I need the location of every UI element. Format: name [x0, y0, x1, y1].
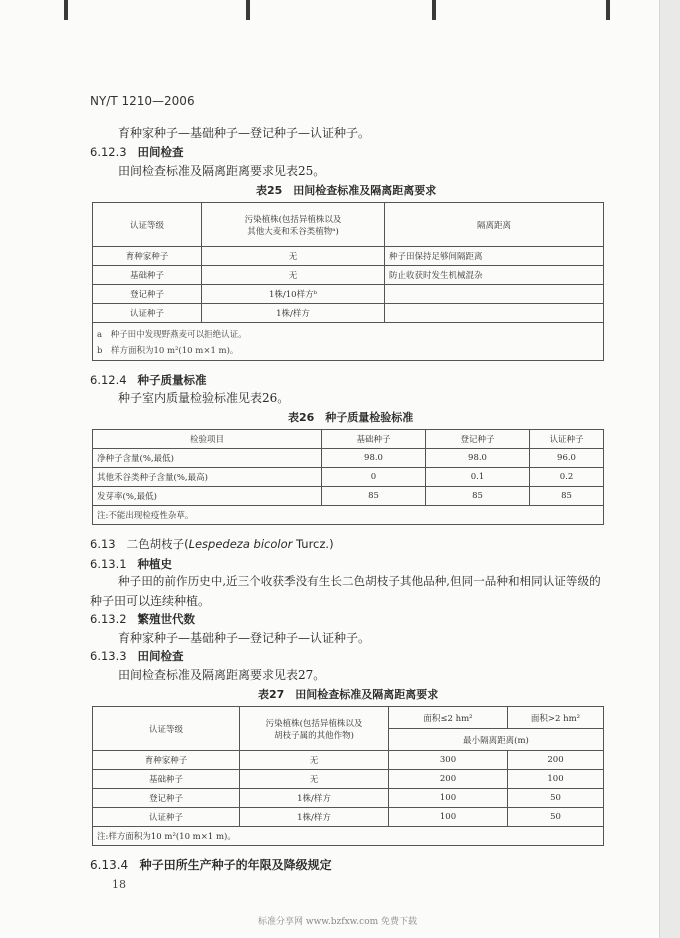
table-row: 登记种子 1株/样方 100 50	[93, 789, 604, 808]
table-row: 登记种子 1株/10样方ᵇ	[93, 285, 604, 304]
table-header: 面积≤2 hm²	[389, 707, 508, 729]
standard-number: NY/T 1210—2006	[90, 94, 195, 108]
section-heading: 6.13.2 繁殖世代数	[90, 612, 196, 626]
binder-mark	[246, 0, 250, 20]
paragraph: 种子田可以连续种植。	[90, 594, 211, 608]
table-header: 认证等级	[93, 203, 202, 247]
table-caption: 表25 田间检查标准及隔离距离要求	[256, 184, 437, 197]
table-caption: 表26 种子质量检验标准	[288, 411, 414, 424]
table-row: 净种子含量(%,最低) 98.0 98.0 96.0	[93, 449, 604, 468]
section-heading: 6.13.3 田间检查	[90, 649, 184, 663]
table-row: 认证种子 1株/样方 100 50	[93, 808, 604, 827]
paragraph: 育种家种子—基础种子—登记种子—认证种子。	[118, 631, 371, 645]
table-header: 认证等级	[93, 707, 240, 751]
binder-mark	[606, 0, 610, 20]
binder-mark	[432, 0, 436, 20]
paragraph: 育种家种子—基础种子—登记种子—认证种子。	[118, 126, 371, 140]
table-header: 污染植株(包括异植株以及 胡枝子属的其他作物)	[240, 707, 389, 751]
table-26	[92, 429, 604, 525]
footnote: b 样方面积为10 m²(10 m×1 m)。	[97, 345, 239, 356]
table-row: 其他禾谷类种子含量(%,最高) 0 0.1 0.2	[93, 468, 604, 487]
section-number: 6.12.3	[90, 145, 127, 159]
table-note-row: 注:不能出现检疫性杂草。	[93, 506, 604, 525]
table-caption: 表27 田间检查标准及隔离距离要求	[258, 688, 439, 701]
paragraph: 田间检查标准及隔离距离要求见表27。	[118, 668, 326, 682]
table-header: 隔离距离	[385, 203, 604, 247]
table-row: 育种家种子 无 种子田保持足够间隔距离	[93, 247, 604, 266]
footnote: a 种子田中发现野燕麦可以拒绝认证。	[97, 329, 247, 340]
page-edge	[659, 0, 680, 938]
table-row: 基础种子 无 200 100	[93, 770, 604, 789]
table-row: 育种家种子 无 300 200	[93, 751, 604, 770]
paragraph: 种子田的前作历史中,近三个收获季没有生长二色胡枝子其他品种,但同一品种和相同认证等级的	[118, 574, 601, 588]
table-27	[92, 706, 604, 846]
paragraph: 田间检查标准及隔离距离要求见表25。	[118, 164, 326, 178]
paragraph: 种子室内质量检验标准见表26。	[118, 391, 290, 405]
table-header-row: 检验项目 基础种子 登记种子 认证种子	[93, 430, 604, 449]
section-heading: 6.12.4 种子质量标准	[90, 373, 207, 387]
watermark-footer: 标准分享网 www.bzfxw.com 免费下载	[258, 917, 418, 927]
section-heading	[90, 144, 184, 160]
section-title: 田间检查	[137, 145, 184, 159]
table-header: 面积>2 hm²	[508, 707, 604, 729]
table-header: 最小隔离距离(m)	[389, 729, 604, 751]
table-footnotes	[93, 323, 604, 361]
table-25	[92, 202, 604, 361]
section-heading: 6.13.4 种子田所生产种子的年限及降级规定	[90, 858, 332, 872]
table-row: 认证种子 1株/样方	[93, 304, 604, 323]
binder-mark	[64, 0, 68, 20]
table-row: 发芽率(%,最低) 85 85 85	[93, 487, 604, 506]
table-row: 基础种子 无 防止收获时发生机械混杂	[93, 266, 604, 285]
table-header: 污染植株(包括异植株以及 其他大麦和禾谷类植物ᵃ)	[202, 203, 385, 247]
page-number: 18	[112, 878, 126, 891]
section-heading: 6.13 二色胡枝子(Lespedeza bicolor Turcz.)	[90, 537, 334, 551]
table-note-row: 注:样方面积为10 m²(10 m×1 m)。	[93, 827, 604, 846]
section-heading: 6.13.1 种植史	[90, 557, 173, 571]
